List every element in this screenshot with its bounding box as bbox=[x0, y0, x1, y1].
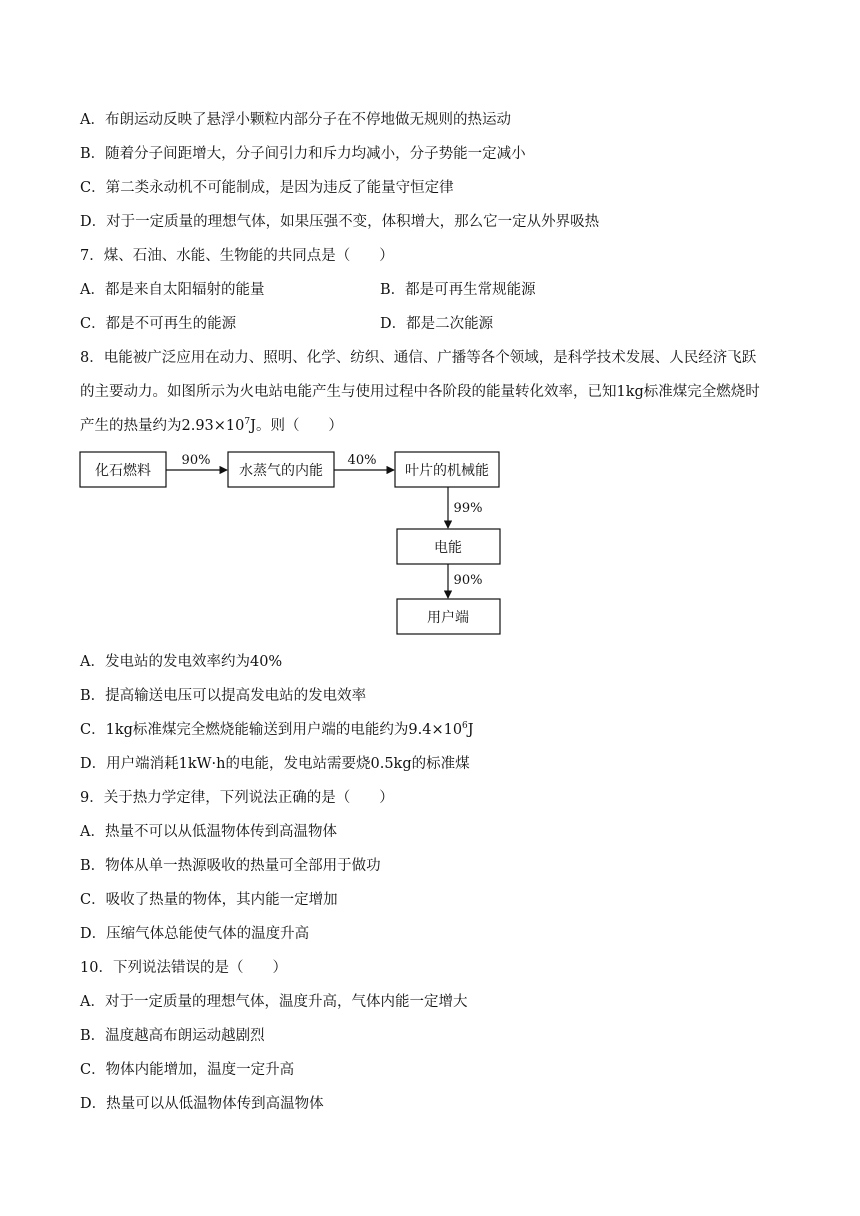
q10-option-a: A．对于一定质量的理想气体，温度升高，气体内能一定增大 bbox=[80, 994, 468, 1010]
q6-option-b: B．随着分子间距增大，分子间引力和斥力均减小，分子势能一定减小 bbox=[80, 146, 526, 162]
q10-option-c: C．物体内能增加，温度一定升高 bbox=[80, 1062, 295, 1078]
q9-option-c: C．吸收了热量的物体，其内能一定增加 bbox=[80, 892, 338, 908]
q7-option-a: A．都是来自太阳辐射的能量 bbox=[80, 282, 265, 298]
box-fossil-fuel-label: 化石燃料 bbox=[95, 463, 151, 479]
q7-option-d: D．都是二次能源 bbox=[380, 316, 494, 332]
q7-option-b: B．都是可再生常规能源 bbox=[380, 282, 536, 298]
energy-conversion-diagram bbox=[0, 440, 860, 640]
q9-option-d: D．压缩气体总能使气体的温度升高 bbox=[80, 926, 310, 942]
q8-stem-line3 bbox=[80, 416, 343, 436]
q8-option-d: D．用户端消耗1kW·h的电能，发电站需要烧0.5kg的标准煤 bbox=[80, 756, 470, 772]
q8-stem-line2: 的主要动力。如图所示为火电站电能产生与使用过程中各阶段的能量转化效率，已知1kg标准煤完全燃烧时 bbox=[80, 384, 760, 400]
box-user-end-label: 用户端 bbox=[427, 610, 469, 626]
q10-option-d: D．热量可以从低温物体传到高温物体 bbox=[80, 1096, 324, 1112]
box-steam-internal-energy-label: 水蒸气的内能 bbox=[239, 463, 323, 479]
q9-option-a: A．热量不可以从低温物体传到高温物体 bbox=[80, 824, 337, 840]
q8-stem-line3-exp: 7 bbox=[244, 417, 251, 427]
box-blade-mechanical-energy-label: 叶片的机械能 bbox=[405, 463, 489, 479]
q9-stem: 9．关于热力学定律，下列说法正确的是（ ） bbox=[80, 790, 394, 806]
efficiency-label-2: 40% bbox=[347, 453, 377, 468]
q8-option-a: A．发电站的发电效率约为40% bbox=[80, 654, 283, 670]
efficiency-label-4: 90% bbox=[453, 573, 483, 588]
q8-stem-line3-post: J。则（ ） bbox=[250, 418, 343, 434]
q8-option-c-exp: 6 bbox=[462, 721, 468, 731]
q9-option-b: B．物体从单一热源吸收的热量可全部用于做功 bbox=[80, 858, 381, 874]
q6-option-c: C．第二类永动机不可能制成，是因为违反了能量守恒定律 bbox=[80, 180, 454, 196]
q10-option-b: B．温度越高布朗运动越剧烈 bbox=[80, 1028, 265, 1044]
q8-option-c bbox=[80, 720, 474, 740]
q7-option-c: C．都是不可再生的能源 bbox=[80, 316, 237, 332]
q8-option-c-post: J bbox=[467, 722, 474, 738]
q8-option-c-pre: C．1kg标准煤完全燃烧能输送到用户端的电能约为9.4×10 bbox=[80, 722, 463, 738]
box-electric-energy-label: 电能 bbox=[434, 540, 462, 556]
efficiency-label-3: 99% bbox=[453, 501, 483, 516]
q6-option-d: D．对于一定质量的理想气体，如果压强不变，体积增大，那么它一定从外界吸热 bbox=[80, 214, 600, 230]
q7-stem: 7．煤、石油、水能、生物能的共同点是（ ） bbox=[80, 248, 394, 264]
q8-stem-line3-pre: 产生的热量约为2.93×10 bbox=[80, 418, 245, 434]
q10-stem: 10．下列说法错误的是（ ） bbox=[80, 960, 287, 976]
q8-option-b: B．提高输送电压可以提高发电站的发电效率 bbox=[80, 688, 367, 704]
efficiency-label-1: 90% bbox=[181, 453, 211, 468]
q8-stem-line1: 8．电能被广泛应用在动力、照明、化学、纺织、通信、广播等各个领域，是科学技术发展、人民经济飞跃 bbox=[80, 350, 757, 366]
q6-option-a: A．布朗运动反映了悬浮小颗粒内部分子在不停地做无规则的热运动 bbox=[80, 112, 511, 128]
